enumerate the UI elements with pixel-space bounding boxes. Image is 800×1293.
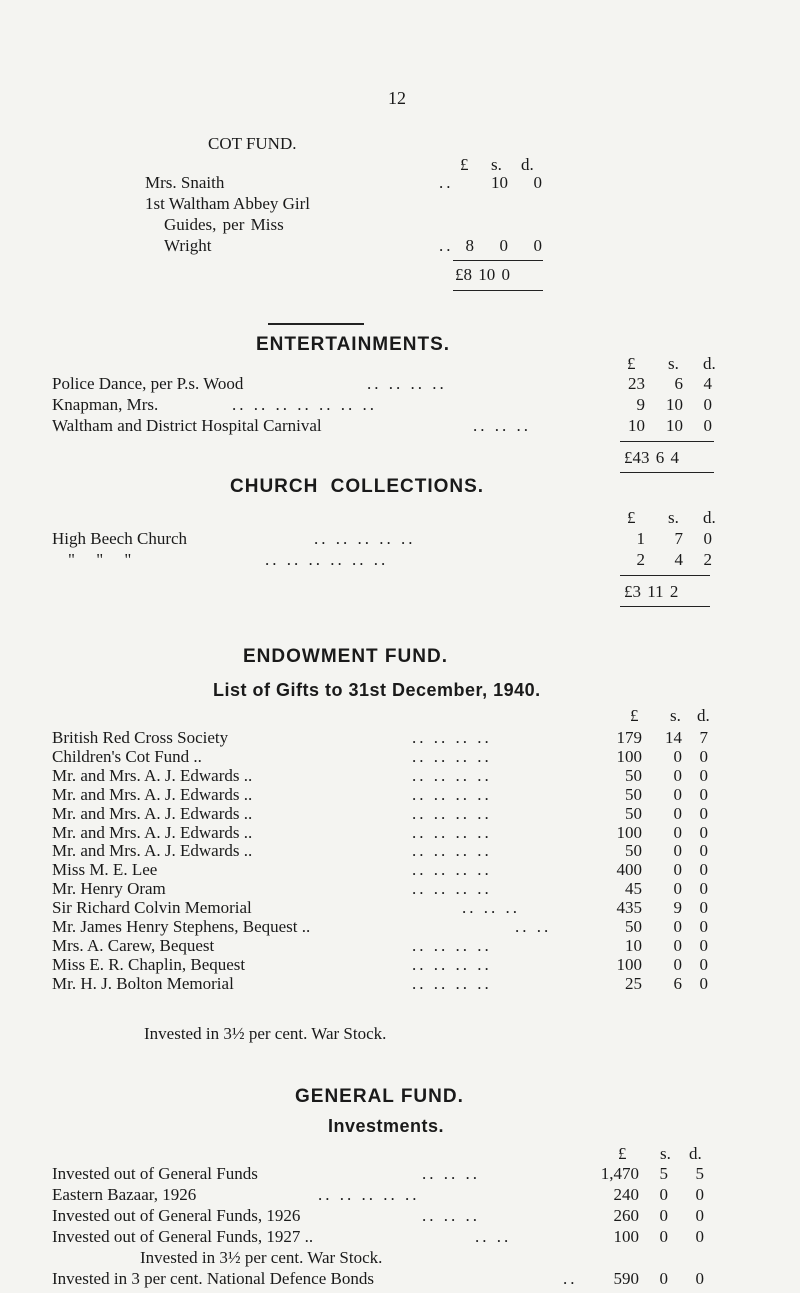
pence-value: 0	[533, 173, 542, 192]
gift-donor: Mr. and Mrs. A. J. Edwards ..	[52, 784, 253, 804]
cot-entry-label: Mrs. Snaith	[145, 173, 225, 192]
pence-header: d.	[521, 155, 534, 174]
shillings-value: 0	[673, 879, 682, 899]
gift-donor: Children's Cot Fund ..	[52, 746, 202, 766]
pence-value: 0	[699, 746, 708, 766]
gift-donor: Mr. James Henry Stephens, Bequest ..	[52, 917, 311, 936]
gift-row	[0, 841, 800, 861]
pence-header: d.	[697, 706, 710, 725]
shillings-value: 14	[665, 728, 682, 747]
entry-label: Invested out of General Funds	[52, 1164, 258, 1183]
pounds-value: 100	[613, 1227, 639, 1246]
pence-value: 0	[703, 395, 712, 414]
shillings-header: s.	[668, 354, 679, 373]
shillings-value: 0	[673, 765, 682, 785]
pounds-value: 50	[625, 917, 642, 936]
leader-dots: .. .. .. .. ..	[318, 1185, 420, 1204]
entry-label: Invested out of General Funds, 1926	[52, 1206, 301, 1225]
gift-row	[0, 823, 800, 843]
pounds-header: £	[618, 1144, 627, 1163]
ledger-row	[0, 1227, 800, 1247]
leader-dots: .. .. .. .. .. ..	[265, 550, 389, 569]
total-rule	[620, 606, 710, 607]
gift-donor: Mr. H. J. Bolton Memorial	[52, 973, 234, 993]
gift-donor: British Red Cross Society	[52, 728, 229, 747]
ledger-row	[0, 1185, 800, 1205]
church-collections-total: £3 11 2	[624, 582, 679, 601]
total-rule	[453, 260, 543, 261]
leader-dots: .. .. .. ..	[412, 841, 492, 861]
gift-row	[0, 766, 800, 786]
gift-row	[0, 898, 800, 918]
ditto-marks: " " "	[68, 550, 132, 569]
pounds-value: 240	[613, 1185, 639, 1204]
shillings-value: 0	[499, 236, 508, 255]
entry-label: Police Dance, per P.s. Wood	[52, 374, 244, 393]
gift-donor: Mr. and Mrs. A. J. Edwards ..	[52, 841, 253, 861]
shillings-value: 0	[659, 1269, 668, 1288]
ledger-row	[0, 550, 800, 570]
entry-label: Invested out of General Funds, 1927 ..	[52, 1227, 314, 1246]
pounds-value: 50	[625, 784, 642, 804]
shillings-value: 6	[674, 374, 683, 393]
endowment-fund-title: ENDOWMENT FUND.	[243, 646, 448, 667]
gift-donor: Mr. and Mrs. A. J. Edwards ..	[52, 765, 253, 785]
gift-row	[0, 936, 800, 956]
cot-fund-total: £8 10 0	[455, 265, 510, 284]
pence-value: 0	[699, 784, 708, 804]
pounds-value: 100	[616, 954, 642, 974]
pence-value: 0	[699, 954, 708, 974]
pence-value: 0	[695, 1206, 704, 1225]
pence-value: 7	[699, 728, 708, 747]
gift-donor: Mr. and Mrs. A. J. Edwards ..	[52, 803, 253, 823]
total-rule	[620, 472, 714, 473]
pence-header: d.	[703, 508, 716, 527]
pounds-value: 50	[625, 765, 642, 785]
entry-label: Knapman, Mrs.	[52, 395, 159, 414]
pounds-value: 50	[625, 803, 642, 823]
ledger-row	[0, 1269, 800, 1289]
pence-value: 0	[695, 1269, 704, 1288]
gift-row	[0, 917, 800, 937]
shillings-value: 7	[674, 529, 683, 548]
pounds-value: 179	[616, 728, 642, 747]
leader-dots: ..	[439, 173, 454, 192]
leader-dots: .. .. .. ..	[412, 784, 492, 804]
general-fund-title: GENERAL FUND.	[295, 1086, 464, 1107]
ledger-row	[0, 374, 800, 394]
pence-value: 0	[699, 935, 708, 955]
leader-dots: .. .. .. ..	[412, 803, 492, 823]
ledger-row	[0, 416, 800, 436]
ledger-row	[0, 1164, 800, 1184]
cot-fund-title: COT FUND.	[208, 134, 297, 153]
leader-dots: .. .. ..	[422, 1164, 480, 1183]
shillings-value: 0	[673, 746, 682, 766]
leader-dots: .. .. .. ..	[412, 954, 492, 974]
shillings-value: 0	[673, 860, 682, 880]
gift-donor: Miss M. E. Lee	[52, 860, 158, 880]
leader-dots: .. ..	[475, 1227, 512, 1246]
leader-dots: .. .. .. ..	[412, 765, 492, 785]
pence-value: 0	[533, 236, 542, 255]
shillings-value: 6	[673, 973, 682, 993]
shillings-value: 10	[666, 416, 683, 435]
leader-dots: .. .. .. ..	[412, 746, 492, 766]
entry-label: High Beech Church	[52, 529, 188, 548]
leader-dots: .. .. .. ..	[412, 728, 492, 747]
pounds-value: 100	[616, 746, 642, 766]
section-divider	[268, 323, 364, 325]
leader-dots: .. .. .. ..	[412, 860, 492, 880]
total-rule	[620, 441, 714, 442]
pence-header: d.	[689, 1144, 702, 1163]
leader-dots: .. ..	[515, 917, 552, 936]
pence-value: 5	[695, 1164, 704, 1183]
gift-row	[0, 974, 800, 994]
shillings-value: 0	[673, 822, 682, 842]
leader-dots: .. .. ..	[462, 898, 520, 918]
church-collections-title: CHURCH COLLECTIONS.	[230, 476, 485, 497]
pounds-value: 100	[616, 822, 642, 842]
pence-value: 0	[699, 803, 708, 823]
ledger-row	[0, 529, 800, 549]
total-rule	[453, 290, 543, 291]
gift-donor: Miss E. R. Chaplin, Bequest	[52, 954, 246, 974]
pence-header: d.	[703, 354, 716, 373]
gift-row	[0, 785, 800, 805]
gift-row	[0, 747, 800, 767]
gift-donor: Mr. and Mrs. A. J. Edwards ..	[52, 822, 253, 842]
leader-dots: ..	[563, 1269, 578, 1288]
shillings-value: 5	[659, 1164, 668, 1183]
entry-label: Invested in 3 per cent. National Defence Bonds	[52, 1269, 374, 1288]
general-fund-note: Invested in 3½ per cent. War Stock.	[140, 1248, 383, 1267]
entry-label: Waltham and District Hospital Carnival	[52, 416, 322, 435]
ledger-row	[0, 1206, 800, 1226]
pounds-value: 2	[636, 550, 645, 569]
pounds-value: 10	[628, 416, 645, 435]
pence-value: 4	[703, 374, 712, 393]
pounds-value: 260	[613, 1206, 639, 1225]
gift-donor: Sir Richard Colvin Memorial	[52, 898, 252, 918]
cot-entry-label-line: Guides, per Miss	[164, 215, 284, 234]
pounds-header: £	[460, 155, 469, 174]
gift-row	[0, 804, 800, 824]
leader-dots: .. .. .. .. ..	[314, 529, 416, 548]
pounds-value: 1	[636, 529, 645, 548]
pence-value: 0	[703, 529, 712, 548]
shillings-value: 0	[659, 1206, 668, 1225]
shillings-value: 10	[666, 395, 683, 414]
pence-value: 0	[699, 860, 708, 880]
pounds-value: 400	[616, 860, 642, 880]
endowment-note: Invested in 3½ per cent. War Stock.	[144, 1024, 387, 1043]
cot-entry-label-line: Wright	[164, 236, 212, 255]
leader-dots: .. .. .. ..	[412, 973, 492, 993]
shillings-value: 0	[673, 803, 682, 823]
shillings-header: s.	[670, 706, 681, 725]
leader-dots: .. .. .. ..	[412, 879, 492, 899]
shillings-value: 0	[659, 1227, 668, 1246]
pounds-header: £	[627, 354, 636, 373]
pence-value: 0	[699, 765, 708, 785]
pounds-header: £	[630, 706, 639, 725]
entry-label: Eastern Bazaar, 1926	[52, 1185, 197, 1204]
gift-row	[0, 728, 800, 748]
leader-dots: .. .. .. .. .. .. ..	[232, 395, 377, 414]
pence-value: 0	[703, 416, 712, 435]
pounds-value: 590	[613, 1269, 639, 1288]
shillings-value: 0	[673, 935, 682, 955]
leader-dots: .. .. .. ..	[367, 374, 447, 393]
shillings-value: 0	[673, 784, 682, 804]
page-number: 12	[388, 88, 406, 108]
pounds-value: 25	[625, 973, 642, 993]
shillings-header: s.	[660, 1144, 671, 1163]
shillings-value: 4	[674, 550, 683, 569]
pounds-value: 10	[625, 935, 642, 955]
pence-value: 0	[699, 841, 708, 861]
total-rule	[620, 575, 710, 576]
ledger-row	[0, 395, 800, 415]
pence-value: 2	[703, 550, 712, 569]
pence-value: 0	[699, 973, 708, 993]
leader-dots: .. .. ..	[422, 1206, 480, 1225]
general-fund-subtitle: Investments.	[328, 1116, 445, 1136]
shillings-header: s.	[491, 155, 502, 174]
entertainments-title: ENTERTAINMENTS.	[256, 334, 451, 355]
gift-donor: Mr. Henry Oram	[52, 879, 166, 899]
pounds-value: 1,470	[600, 1164, 639, 1183]
pounds-value: 435	[616, 898, 642, 918]
shillings-value: 0	[673, 841, 682, 861]
gift-row	[0, 860, 800, 880]
gift-row	[0, 955, 800, 975]
pence-value: 0	[699, 822, 708, 842]
shillings-value: 10	[491, 173, 508, 192]
pounds-value: 50	[625, 841, 642, 861]
shillings-header: s.	[668, 508, 679, 527]
pence-value: 0	[699, 917, 708, 936]
leader-dots: .. .. ..	[473, 416, 531, 435]
pounds-value: 45	[625, 879, 642, 899]
pence-value: 0	[699, 898, 708, 918]
endowment-fund-subtitle: List of Gifts to 31st December, 1940.	[213, 680, 541, 700]
pence-value: 0	[699, 879, 708, 899]
shillings-value: 0	[673, 917, 682, 936]
shillings-value: 9	[673, 898, 682, 918]
gift-row	[0, 879, 800, 899]
leader-dots: .. .. .. ..	[412, 935, 492, 955]
shillings-value: 0	[659, 1185, 668, 1204]
pounds-value: 9	[636, 395, 645, 414]
pounds-value: 23	[628, 374, 645, 393]
pence-value: 0	[695, 1227, 704, 1246]
cot-entry-label: 1st Waltham Abbey Girl	[145, 194, 310, 213]
pounds-header: £	[627, 508, 636, 527]
pence-value: 0	[695, 1185, 704, 1204]
shillings-value: 0	[673, 954, 682, 974]
entertainments-total: £43 6 4	[624, 448, 679, 467]
pounds-value: 8	[465, 236, 474, 255]
leader-dots: .. .. .. ..	[412, 822, 492, 842]
leader-dots: ..	[439, 236, 454, 255]
gift-donor: Mrs. A. Carew, Bequest	[52, 935, 215, 955]
